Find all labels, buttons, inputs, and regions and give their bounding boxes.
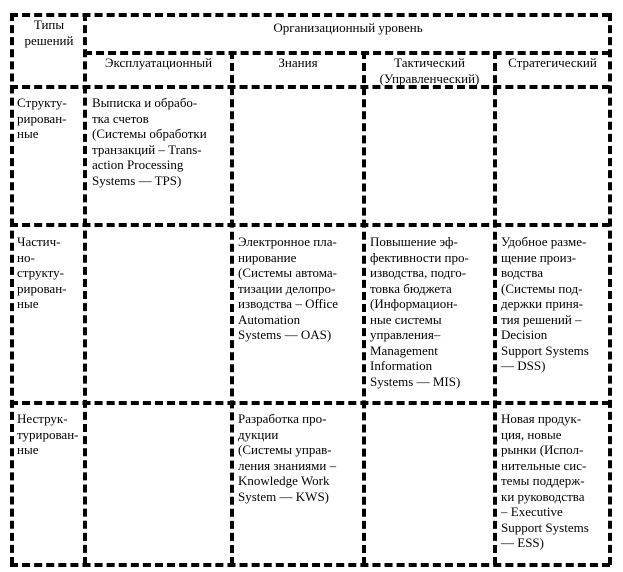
header-org-level: Организационный уровень (273, 20, 423, 35)
row-divider-1 (10, 223, 610, 227)
cell-line: (Информацион- (370, 296, 458, 311)
header-level-line: (Управленческий) (379, 70, 480, 86)
cell-line: Systems — MIS) (370, 373, 461, 389)
cell-line: водства (501, 265, 543, 280)
cell-line: Automation (238, 311, 301, 327)
cell-line: action Processing (92, 157, 184, 172)
cell-line: рынки (Испол- (501, 442, 584, 457)
cell-line: изводства – Office (238, 296, 339, 311)
header-level-strategic (497, 55, 608, 71)
row-type-line: структу- (17, 265, 64, 280)
row-type-line: ные (17, 296, 39, 311)
row-type-line: но- (17, 249, 35, 265)
cell-line: ция, новые (501, 426, 562, 442)
header-level-line: Тактический (394, 55, 465, 70)
row-type-structured (17, 95, 67, 142)
table-border-top (10, 13, 610, 17)
cell-line: Management (370, 342, 438, 358)
header-level-knowledge (234, 55, 362, 71)
cell-line: нирование (238, 249, 297, 265)
cell-line: темы поддерж- (501, 473, 585, 488)
cell-line: фективности про- (370, 249, 469, 265)
cell-line: Support Systems (501, 342, 589, 358)
header-level-operational (87, 55, 230, 71)
cell-unstructured-strategic (501, 411, 589, 551)
cell-line: Systems — TPS) (92, 172, 182, 188)
header-row-divider (10, 85, 610, 89)
table-border-right (608, 13, 612, 565)
cell-line: Удобное разме- (501, 234, 587, 249)
cell-line: управления– (370, 327, 441, 342)
header-level-line: Эксплуатационный (104, 55, 213, 70)
cell-line: Электронное пла- (238, 234, 337, 249)
header-types-line: Типы (33, 17, 65, 32)
cell-line: товка бюджета (370, 280, 452, 296)
cell-line: тия решений – (501, 311, 582, 327)
cell-line: транзакций – Trans- (92, 141, 202, 157)
row-type-line: рирован- (17, 110, 67, 126)
row-type-line: турирован- (17, 426, 79, 442)
cell-line: Support Systems (501, 519, 589, 535)
cell-line: Knowledge Work (238, 473, 330, 488)
row-type-line: Структу- (17, 95, 67, 110)
cell-line: щение произ- (501, 249, 577, 265)
cell-line: Decision (501, 327, 548, 342)
cell-line: (Системы автома- (238, 265, 337, 280)
row-type-unstructured (17, 411, 79, 458)
cell-line: дукции (238, 426, 279, 442)
cell-line: — ESS) (501, 535, 544, 550)
cell-unstructured-knowledge (238, 411, 336, 504)
cell-line: тизации делопро- (238, 280, 336, 296)
cell-structured-operational (92, 95, 207, 188)
header-level-line: Знания (278, 55, 318, 70)
column-divider-2 (362, 51, 366, 565)
cell-line: нительные сис- (501, 457, 587, 473)
cell-line: Повышение эф- (370, 234, 458, 249)
cell-line: (Системы управ- (238, 442, 332, 457)
cell-line: Разработка про- (238, 411, 327, 426)
cell-line: Новая продук- (501, 411, 582, 426)
types-column-divider (83, 13, 87, 565)
cell-line: Systems — OAS) (238, 327, 332, 342)
cell-semi-structured-tactical (370, 234, 469, 389)
table-border-left (10, 13, 14, 565)
row-type-semi-structured (17, 234, 66, 312)
cell-line: Information (370, 358, 433, 373)
cell-line: (Системы обработки (92, 126, 207, 141)
cell-line: изводства, подго- (370, 265, 467, 280)
cell-line: System — KWS) (238, 488, 329, 504)
row-type-line: Неструк- (17, 411, 68, 426)
cell-line: ки руководства (501, 488, 585, 504)
cell-line: ные системы (370, 311, 442, 327)
cell-line: (Системы под- (501, 280, 583, 296)
row-type-line: Частич- (17, 234, 61, 249)
cell-semi-structured-knowledge (238, 234, 338, 343)
cell-line: Выписка и обрабо- (92, 95, 198, 110)
header-level-tactical (366, 55, 493, 86)
row-divider-2 (10, 401, 610, 405)
cell-line: ления знаниями – (238, 457, 337, 473)
cell-line: тка счетов (92, 110, 149, 126)
cell-line: держки приня- (501, 296, 584, 311)
column-divider-3 (493, 51, 497, 565)
cell-semi-structured-strategic (501, 234, 589, 374)
row-type-line: ные (17, 442, 39, 457)
column-divider-1 (230, 51, 234, 565)
cell-line: – Executive (501, 504, 563, 519)
cell-line: — DSS) (501, 358, 546, 373)
header-types-line: решений (24, 32, 74, 48)
row-type-line: ные (17, 126, 39, 141)
header-level-line: Стратегический (508, 55, 597, 70)
table-border-bottom (10, 563, 610, 567)
row-type-line: рирован- (17, 280, 67, 296)
header-types (15, 17, 83, 48)
